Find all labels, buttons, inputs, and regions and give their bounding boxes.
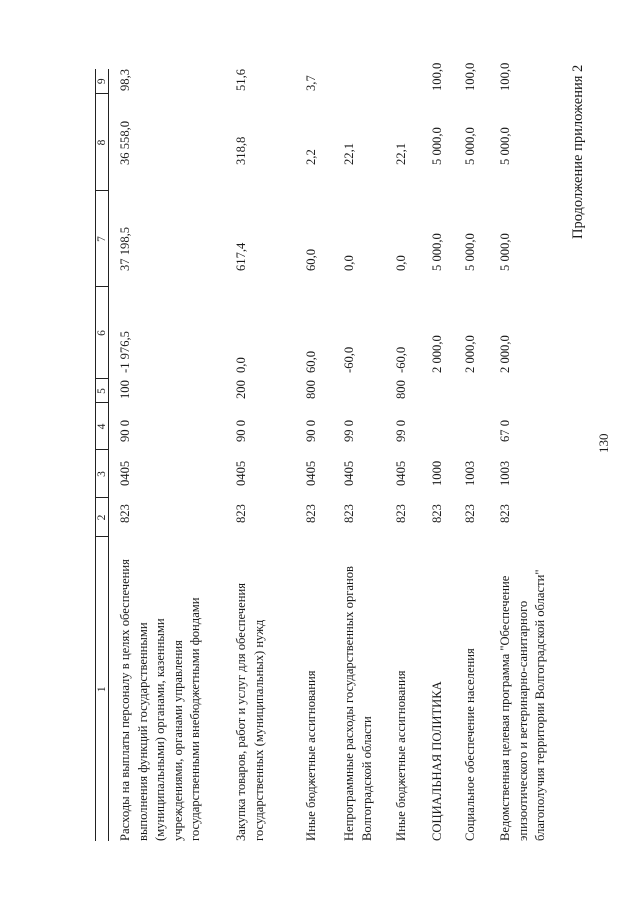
cell-plan: 60,0 <box>304 248 318 271</box>
cell-change: 2 000,0 <box>430 335 444 373</box>
row-name: СОЦИАЛЬНАЯ ПОЛИТИКА <box>430 681 444 841</box>
table-row <box>462 69 497 841</box>
cell-plan: 37 198,5 <box>118 226 132 271</box>
cell-expense-type <box>341 379 393 403</box>
cell-change: -60,0 <box>394 346 408 373</box>
cell-ministry: 823 <box>342 504 356 523</box>
row-name: Иные бюджетные ассигнования <box>304 670 318 841</box>
column-number: 1 <box>96 686 108 693</box>
cell-ministry: 823 <box>430 504 444 523</box>
row-name: Непрограммные расходы государственных органов Волгоградской области <box>342 566 374 841</box>
cell-actual: 5 000,0 <box>498 127 512 165</box>
cell-actual: 22,1 <box>342 142 356 165</box>
cell-ministry: 823 <box>463 504 477 523</box>
page-number: 130 <box>596 433 611 453</box>
continuation-title: Продолжение приложения 2 <box>570 64 586 239</box>
row-name: Закупка товаров, работ и услуг для обеспечения государственных (муниципальных) нужд <box>234 582 266 841</box>
cell-target-article: 99 0 <box>342 419 356 442</box>
cell-section: 0405 <box>304 460 318 486</box>
cell-target-article: 90 0 <box>118 419 132 442</box>
cell-target-article: 99 0 <box>394 419 408 442</box>
cell-change: 2 000,0 <box>498 335 512 373</box>
cell-plan: 5 000,0 <box>463 233 477 271</box>
cell-target-article: 90 0 <box>234 419 248 442</box>
cell-actual: 2,2 <box>304 149 318 165</box>
cell-percent <box>393 69 429 94</box>
cell-section: 0405 <box>342 460 356 486</box>
row-name: Расходы на выплаты персоналу в целях обеспечения выполнения функций государственными (муниципальными) органами, казенными учреждениями, органами управления государственными внебюджетными фондами <box>118 559 202 841</box>
cell-actual: 36 558,0 <box>118 120 132 165</box>
row-name: Иные бюджетные ассигнования <box>394 670 408 841</box>
column-number: 9 <box>96 69 109 94</box>
cell-ministry: 823 <box>498 504 512 523</box>
column-number: 8 <box>96 94 109 191</box>
table-row <box>233 69 303 841</box>
cell-target-article <box>429 403 462 450</box>
cell-ministry: 823 <box>304 504 318 523</box>
budget-table <box>95 62 577 841</box>
table-row <box>109 69 234 841</box>
cell-percent: 3,7 <box>304 75 318 91</box>
cell-section: 1003 <box>498 460 512 486</box>
cell-expense-type: 200 <box>234 380 248 399</box>
cell-percent: 100,0 <box>498 62 512 91</box>
table-row <box>497 69 577 841</box>
cell-percent: 51,6 <box>234 68 248 91</box>
cell-section: 0405 <box>394 460 408 486</box>
cell-expense-type: 100 <box>118 380 132 399</box>
cell-actual: 22,1 <box>394 142 408 165</box>
cell-section: 1000 <box>430 460 444 486</box>
table-header <box>96 69 109 841</box>
column-number: 7 <box>96 191 109 287</box>
cell-actual: 318,8 <box>234 136 248 165</box>
cell-section: 1003 <box>463 460 477 486</box>
cell-ministry: 823 <box>234 504 248 523</box>
cell-change: 0,0 <box>234 357 248 373</box>
table-row <box>393 69 429 841</box>
column-number: 3 <box>96 450 109 498</box>
cell-actual: 5 000,0 <box>430 127 444 165</box>
cell-section: 0405 <box>234 460 248 486</box>
table-row <box>341 69 393 841</box>
cell-plan: 0,0 <box>394 255 408 271</box>
cell-change: 2 000,0 <box>463 335 477 373</box>
cell-target-article <box>462 403 497 450</box>
cell-expense-type: 800 <box>394 380 408 399</box>
cell-change: -1 976,5 <box>118 331 132 373</box>
cell-ministry: 823 <box>118 504 132 523</box>
cell-section: 0405 <box>118 460 132 486</box>
row-name: Ведомственная целевая программа "Обеспечение эпизоотического и ветеринарно-санитарного благополучия территории Волгоградской области" <box>498 569 547 841</box>
cell-change: 60,0 <box>304 350 318 373</box>
column-number: 4 <box>96 403 109 450</box>
cell-percent: 100,0 <box>430 62 444 91</box>
cell-plan: 5 000,0 <box>498 233 512 271</box>
cell-plan: 5 000,0 <box>430 233 444 271</box>
column-number: 2 <box>96 498 109 537</box>
cell-expense-type <box>429 379 462 403</box>
cell-percent: 98,3 <box>118 68 132 91</box>
column-number: 6 <box>96 287 109 379</box>
cell-actual: 5 000,0 <box>463 127 477 165</box>
column-number: 5 <box>96 379 109 403</box>
cell-change: -60,0 <box>342 346 356 373</box>
cell-expense-type <box>462 379 497 403</box>
cell-percent: 100,0 <box>463 62 477 91</box>
cell-plan: 617,4 <box>234 242 248 271</box>
cell-ministry: 823 <box>394 504 408 523</box>
table-row <box>303 69 341 841</box>
column-number-row <box>96 69 109 841</box>
cell-plan: 0,0 <box>342 255 356 271</box>
cell-target-article: 90 0 <box>304 419 318 442</box>
row-name: Социальное обеспечение населения <box>463 648 477 841</box>
cell-target-article: 67 0 <box>498 419 512 442</box>
cell-expense-type: 800 <box>304 380 318 399</box>
table-row <box>429 69 462 841</box>
cell-expense-type <box>497 379 577 403</box>
cell-percent <box>341 69 393 94</box>
